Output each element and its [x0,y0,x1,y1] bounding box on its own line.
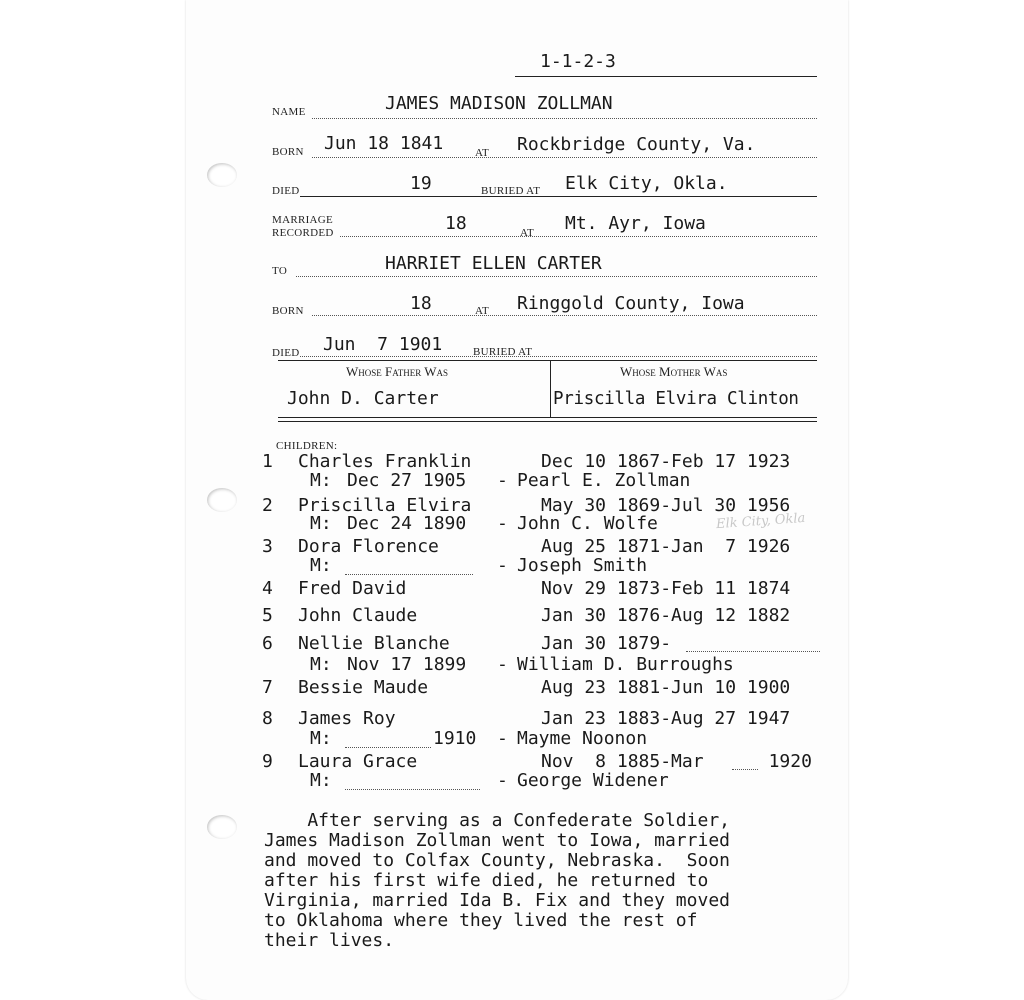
parents-bottom-rule [278,417,817,418]
child-spouse: John C. Wolfe [517,513,658,534]
child-dates: Aug 23 1881-Jun 10 1900 [541,677,791,698]
child-name: Charles Franklin [298,451,472,472]
mother-name: Priscilla Elvira Clinton [553,389,799,409]
binder-hole [207,488,237,512]
child-marriage-date-blank [345,789,480,790]
child-spouse: George Widener [517,770,669,791]
narrative-line: and moved to Colfax County, Nebraska. Soon [264,850,730,871]
child-marriage-date: 1910 [433,728,477,749]
binder-hole [207,815,237,839]
binder-hole [207,163,237,187]
child-name: Fred David [298,578,407,599]
child-number: 2 [262,495,273,516]
mother-label: Whose Mother Was [620,364,728,379]
child-dates: Jan 30 1879- [541,633,672,654]
child-number: 9 [262,751,273,772]
child-name: John Claude [298,605,418,626]
spouse-died-line [300,356,817,357]
child-marriage-dash: - [497,770,508,791]
spouse-died-date: Jun 7 1901 [323,334,443,355]
child-death-blank [732,769,758,770]
child-number: 6 [262,633,273,654]
child-spouse: Mayme Noonon [517,728,648,749]
child-dates: Dec 10 1867-Feb 17 1923 [541,451,791,472]
buried-at: Elk City, Okla. [565,173,728,194]
card-id-rule [515,76,817,77]
child-name: Dora Florence [298,536,439,557]
born-place: Rockbridge County, Va. [517,134,756,155]
spouse-born-line [312,315,817,316]
children-label: CHILDREN: [276,440,338,452]
child-marriage-prefix: M: [310,555,332,576]
child-marriage-prefix: M: [310,470,332,491]
child-marriage-prefix: M: [310,513,332,534]
spouse-name: HARRIET ELLEN CARTER [385,253,602,274]
card-id: 1-1-2-3 [540,51,616,72]
child-number: 4 [262,578,273,599]
child-name: Laura Grace [298,751,418,772]
child-marriage-date: Nov 17 1899 [347,654,467,675]
marriage-line [340,236,817,237]
marriage-place: Mt. Ayr, Iowa [565,213,706,234]
spouse-died-label: DIED [272,347,300,359]
spouse-born-place: Ringgold County, Iowa [517,293,745,314]
child-spouse: Pearl E. Zollman [517,470,691,491]
father-name: John D. Carter [287,388,439,409]
marriage-recorded: 18 [445,213,467,234]
child-marriage-prefix: M: [310,654,332,675]
child-marriage-dash: - [497,555,508,576]
child-dates: Aug 25 1871-Jan 7 1926 [541,536,791,557]
child-name: James Roy [298,708,396,729]
spouse-buried-at-label: BURIED AT [473,346,533,358]
child-name: Priscilla Elvira [298,495,472,516]
child-death-blank [686,651,820,652]
child-name: Bessie Maude [298,677,429,698]
died-date: 19 [410,173,432,194]
parents-top-rule [278,360,817,361]
child-marriage-dash: - [497,470,508,491]
born-at-label: AT [475,147,490,159]
born-date: Jun 18 1841 [324,133,444,154]
child-marriage-date-blank [345,747,431,748]
spouse-born-date: 18 [410,293,432,314]
child-spouse: Joseph Smith [517,555,648,576]
person-name: JAMES MADISON ZOLLMAN [385,93,613,114]
spouse-born-at-label: AT [475,305,490,317]
narrative-line: after his first wife died, he returned to [264,870,709,891]
born-line [312,157,817,158]
child-marriage-dash: - [497,728,508,749]
child-number: 3 [262,536,273,557]
narrative-line: their lives. [264,930,395,951]
marriage-label: MARRIAGE [272,214,334,226]
child-dates: Jan 23 1883-Aug 27 1947 [541,708,791,729]
buried-at-label: BURIED AT [481,185,541,197]
child-dates: Nov 8 1885-Mar 1920 [541,751,812,772]
name-label: NAME [272,106,306,118]
to-line [296,276,817,277]
child-name: Nellie Blanche [298,633,450,654]
narrative-line: After serving as a Confederate Soldier, [264,810,730,831]
narrative-line: to Oklahoma where they lived the rest of [264,910,698,931]
narrative-line: Virginia, married Ida B. Fix and they moved [264,890,730,911]
child-number: 7 [262,677,273,698]
parents-bottom-rule-2 [278,421,817,422]
handwritten-note: Elk City, Okla [715,510,806,533]
child-marriage-dash: - [497,513,508,534]
child-marriage-date: Dec 27 1905 [347,470,467,491]
father-label: Whose Father Was [346,364,449,379]
narrative-line: James Madison Zollman went to Iowa, married [264,830,730,851]
child-dates: Nov 29 1873-Feb 11 1874 [541,578,791,599]
parents-divider [550,361,551,417]
name-line [312,118,817,119]
child-spouse: William D. Burroughs [517,654,734,675]
child-number: 1 [262,451,273,472]
child-marriage-prefix: M: [310,728,332,749]
child-dates: Jan 30 1876-Aug 12 1882 [541,605,791,626]
child-dates: May 30 1869-Jul 30 1956 [541,495,791,516]
died-line [300,196,817,197]
child-marriage-date: Dec 24 1890 [347,513,467,534]
to-label: TO [272,265,288,277]
died-label: DIED [272,185,300,197]
child-marriage-date-blank [345,574,473,575]
recorded-label: RECORDED [272,227,334,239]
marriage-at-label: AT [520,227,535,239]
child-marriage-dash: - [497,654,508,675]
child-marriage-prefix: M: [310,770,332,791]
child-number: 8 [262,708,273,729]
child-number: 5 [262,605,273,626]
spouse-born-label: BORN [272,305,304,317]
born-label: BORN [272,146,304,158]
